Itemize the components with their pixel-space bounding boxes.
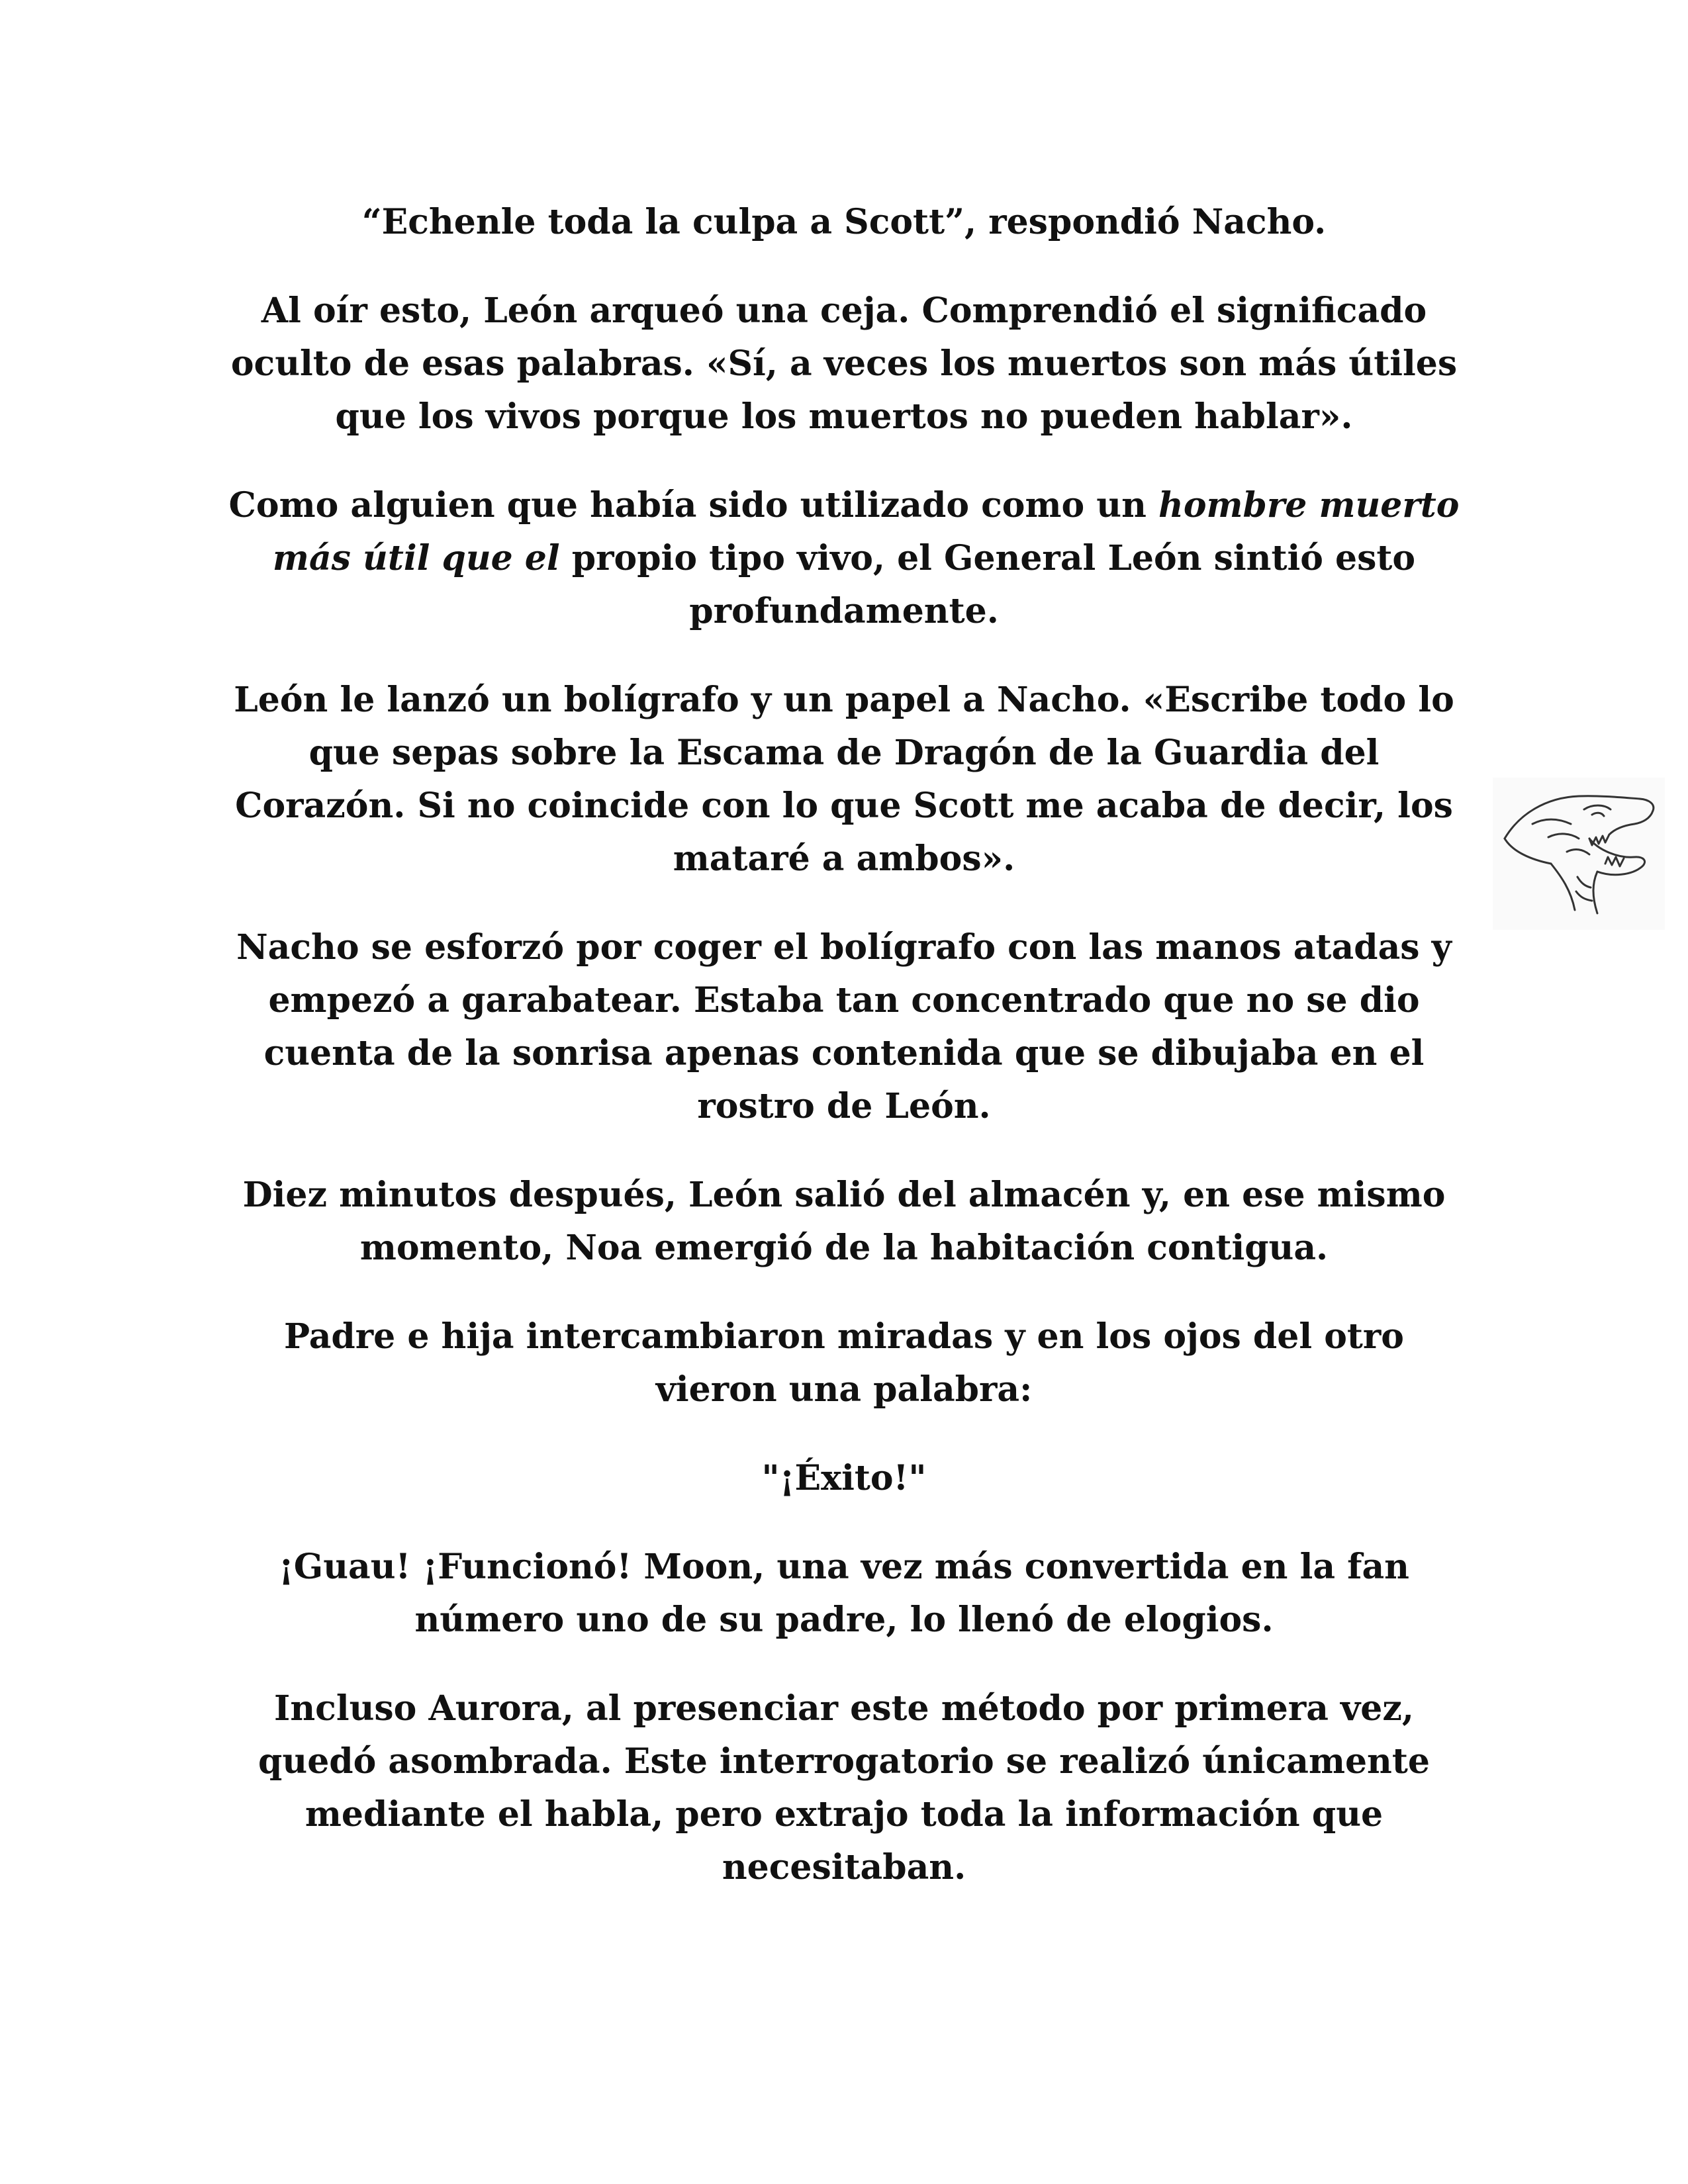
- paragraph-7: Padre e hija intercambiaron miradas y en los ojos del otro vieron una palabra:: [283, 1316, 1404, 1410]
- paragraph-4: León le lanzó un bolígrafo y un papel a Nacho. «Escribe todo lo que sepas sobre la Escama de Dragón de la Guardia del Corazón. Si no coincide con lo que Scott me acaba de decir, los mataré a ambos».: [234, 680, 1454, 879]
- paragraph-1: “Echenle toda la culpa a Scott”, respondió Nacho.: [361, 202, 1327, 242]
- paragraph-3-lead: Como alguien que había sido utilizado como un: [228, 485, 1159, 525]
- paragraph-3: [225, 479, 1463, 638]
- paragraph-6: Diez minutos después, León salió del almacén y, en ese mismo momento, Noa emergió de la habitación contigua.: [242, 1175, 1446, 1268]
- paragraph-8: "¡Éxito!": [761, 1458, 927, 1498]
- paragraph-9: ¡Guau! ¡Funcionó! Moon, una vez más convertida en la fan número uno de su padre, lo llenó de elogios.: [278, 1547, 1409, 1640]
- paragraph-10: Incluso Aurora, al presenciar este método por primera vez, quedó asombrada. Este interrogatorio se realizó únicamente mediante el habla, pero extrajo toda la información que necesitaban.: [258, 1688, 1430, 1888]
- paragraph-5: Nacho se esforzó por coger el bolígrafo con las manos atadas y empezó a garabatear. Estaba tan concentrado que no se dio cuenta de la sonrisa apenas contenida que se dibujaba en el rostro de León.: [236, 927, 1452, 1126]
- paragraph-2: Al oír esto, León arqueó una ceja. Comprendió el significado oculto de esas palabras. «Sí, a veces los muertos son más útiles que los vivos porque los muertos no pueden hablar».: [230, 291, 1458, 437]
- paragraph-3-emphasis: hombre muerto más útil que el: [272, 485, 1460, 578]
- dinosaur-head-sketch-icon: [1493, 778, 1665, 930]
- body-text: [225, 196, 1463, 1930]
- paragraph-3-tail: propio tipo vivo, el General León sintió esto profundamente.: [559, 538, 1416, 631]
